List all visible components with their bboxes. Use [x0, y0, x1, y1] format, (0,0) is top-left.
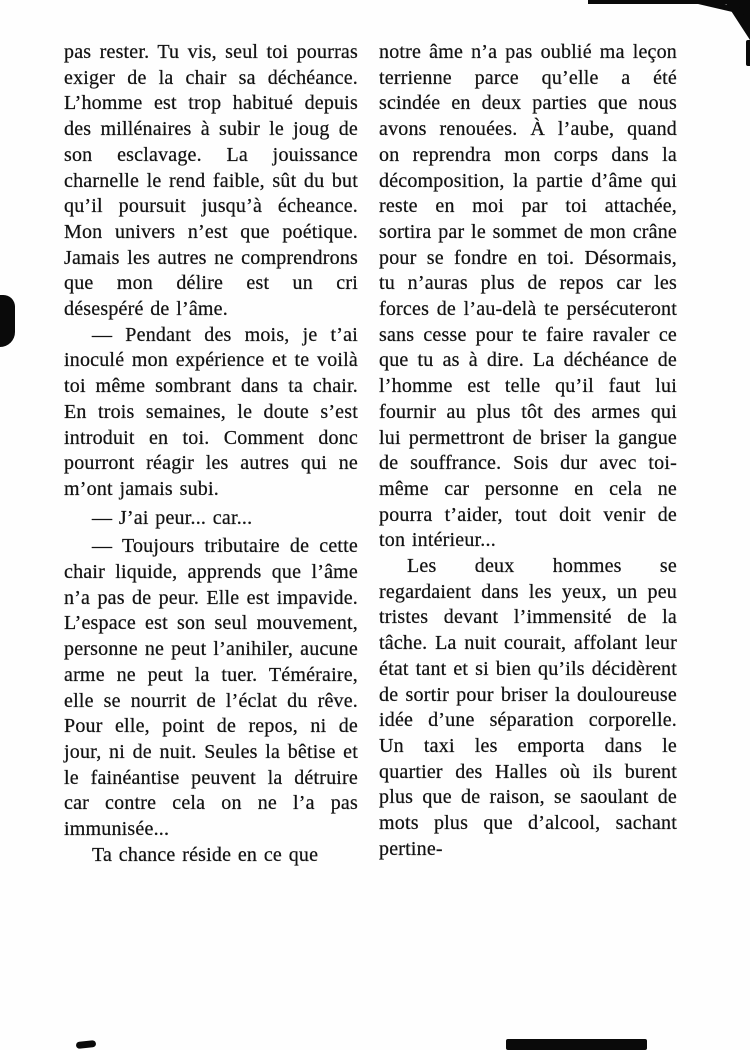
left-text-column	[64, 40, 358, 869]
paragraph-right-1: notre âme n’a pas oublié ma leçon terrienne parce qu’elle a été scindée en deux parties que nous avons renouées. À l’aube, quand on reprendra mon corps dans la décomposition, la partie d’âme qui reste en moi par toi attachée, sortira par le sommet de mon crâne pour se fondre en toi. Désormais, tu n’auras plus de repos car les forces de l’au-delà te persécuteront sans cesse pour te faire ravaler ce que tu as à dire. La déchéance de l’homme est telle qu’il faut lui fournir au plus tôt des armes qui lui permettront de briser la gangue de souffrance. Sois dur avec toi-même car personne en cela ne pourra t’aider, tout doit venir de ton intérieur...	[379, 41, 677, 552]
paragraph-left-2: — Pendant des mois, je t’ai inoculé mon expérience et te voilà toi même sombrant dans ta chair. En trois semaines, le doute s’est introduit en toi. Comment donc pourront réagir les autres qui ne m’ont jamais subi.	[64, 323, 358, 500]
paragraph-left-5: Ta chance réside en ce que	[92, 843, 319, 866]
paragraph-left-4: — Toujours tributaire de cette chair liquide, apprends que l’âme n’a pas de peur. Elle est impavide. L’espace est son seul mouvement, personne ne peut l’anihiler, aucune arme ne peut la tuer. Téméraire, elle se nourrit de l’éclat du rêve. Pour elle, point de repos, ni de jour, ni de nuit. Seules la bêtise et le fainéantise peuvent la détruire car contre cela on ne l’a pas immunisée...	[64, 535, 358, 841]
scan-artifact-left-edge-blob	[0, 295, 15, 347]
scan-artifact-right-edge	[746, 40, 750, 66]
right-text-column	[379, 40, 677, 863]
paragraph-left-1: pas rester. Tu vis, seul toi pourras exiger de la chair sa déchéance. L’homme est trop habitué depuis des millénaires à subir le joug de son esclavage. La jouissance charnelle le rend faible, sût du but qu’il poursuit jusqu’à écheance. Mon univers n’est que poétique. Jamais les autres ne comprendrons que mon délire est un cri désespéré de l’âme.	[64, 41, 358, 321]
paragraph-left-3: — J’ai peur... car...	[92, 506, 253, 529]
scan-artifact-bottom-left	[76, 1040, 97, 1049]
paragraph-right-2: Les deux hommes se regardaient dans les yeux, un peu tristes devant l’immensité de la tâche. La nuit courait, affolant leur état tant et si bien qu’ils décidèrent de sortir pour briser la douloureuse idée d’une séparation corporelle. Un taxi les emporta dans le quartier des Halles où ils burent plus que de raison, se saoulant de mots plus que d’alcool, sachant pertine-	[379, 555, 677, 860]
scan-artifact-bottom-right-bar	[506, 1039, 647, 1050]
